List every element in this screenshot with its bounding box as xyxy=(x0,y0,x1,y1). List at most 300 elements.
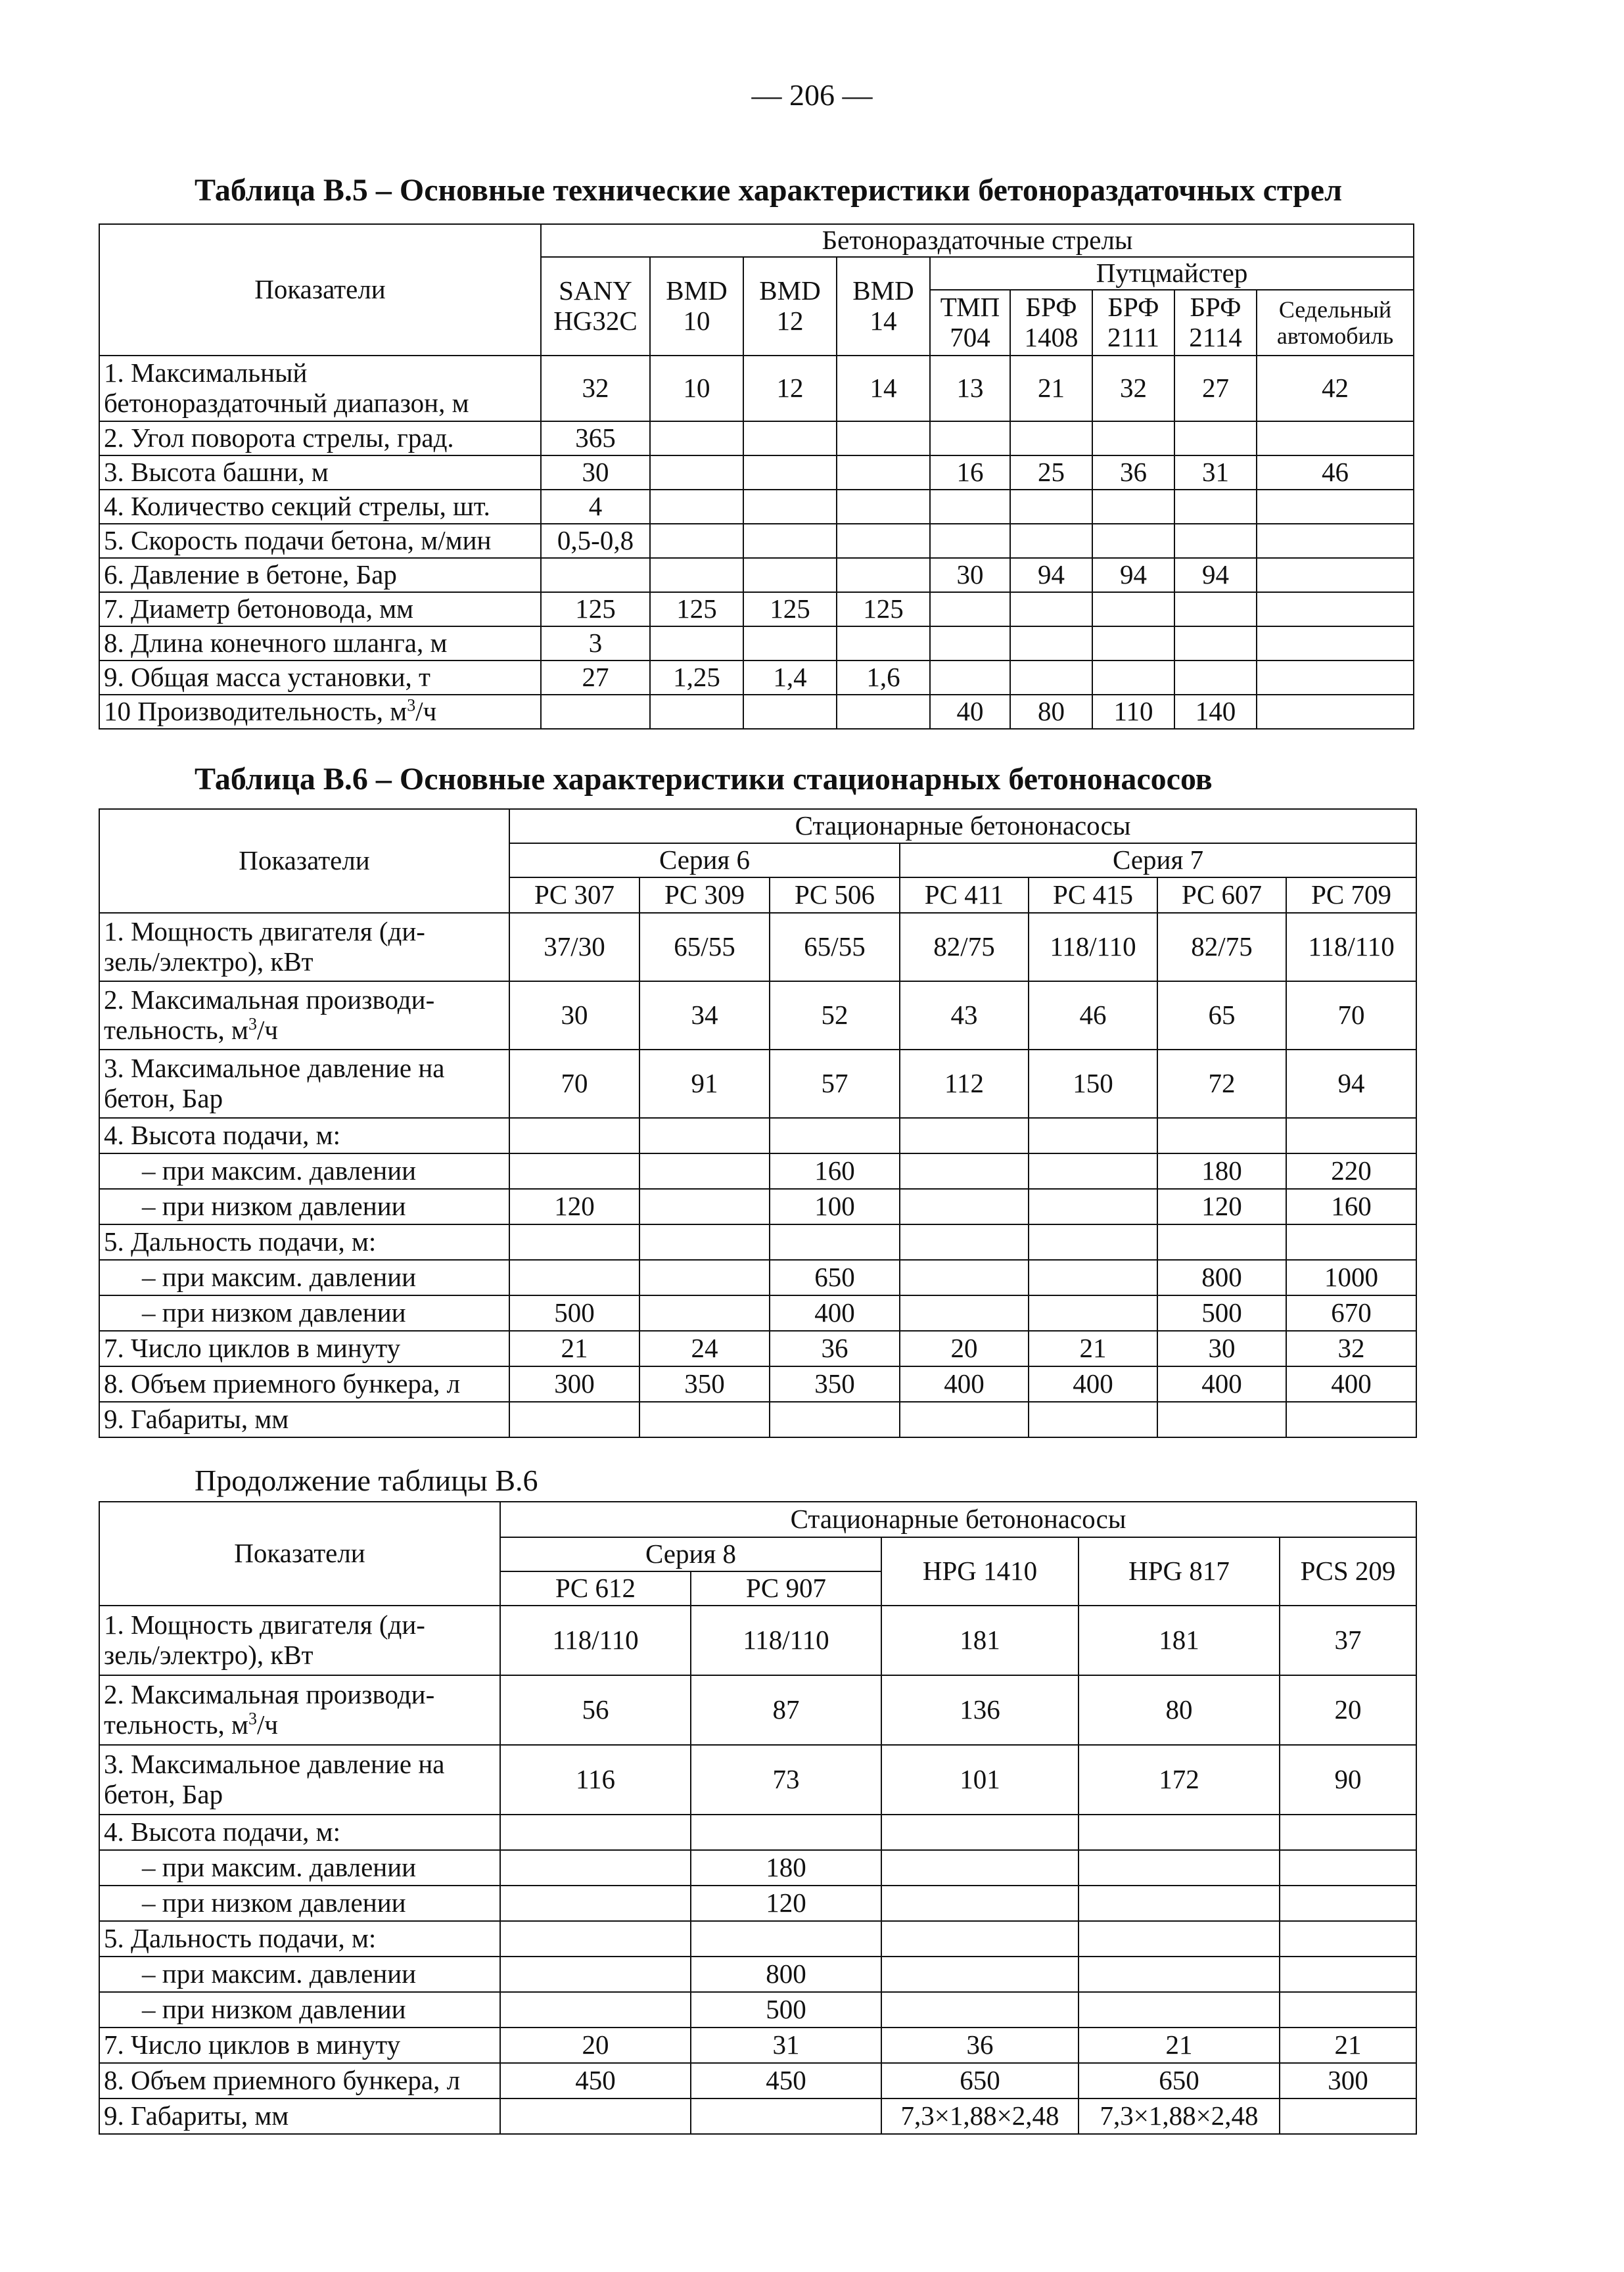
cell-text: 21 xyxy=(1165,2029,1193,2060)
table-b6-caption: Таблица В.6 – Основные характеристики стационарных бетононасосов xyxy=(195,762,1213,797)
row-label-line: 1. Мощность двигателя (ди- xyxy=(104,1610,425,1640)
cell-text: 72 xyxy=(1208,1068,1236,1099)
cell-line: BMD xyxy=(852,275,914,306)
cell-text: 27 xyxy=(1202,373,1229,404)
header-series-8 xyxy=(500,1537,881,1571)
cell-text: 1,6 xyxy=(866,662,900,693)
header-column xyxy=(743,257,837,356)
cell-text: 220 xyxy=(1331,1155,1372,1186)
row-label xyxy=(99,661,541,695)
value-cell xyxy=(509,1224,639,1260)
value-cell xyxy=(743,558,837,592)
cell-text: 800 xyxy=(1201,1262,1242,1293)
row-label-text: – при максим. давлении xyxy=(142,1155,417,1186)
value-cell xyxy=(500,1921,691,1957)
cell-text: 125 xyxy=(770,593,810,624)
value-cell xyxy=(639,1118,770,1153)
value-cell xyxy=(837,524,930,558)
cell-text: 800 xyxy=(766,1959,806,1989)
value-cell xyxy=(1257,592,1414,626)
value-cell xyxy=(1257,524,1414,558)
row-label xyxy=(99,1815,500,1850)
table-row xyxy=(99,455,1414,490)
value-cell xyxy=(930,695,1010,729)
cell-text: Серия 8 xyxy=(645,1539,737,1569)
value-cell xyxy=(900,1260,1029,1295)
value-cell xyxy=(1010,356,1092,421)
cell-text: 46 xyxy=(1322,457,1349,488)
header-model xyxy=(1079,1537,1280,1606)
cell-text: 181 xyxy=(1159,1625,1199,1656)
row-label xyxy=(99,1050,509,1118)
cell-text: 112 xyxy=(944,1068,984,1099)
header-putzmeister xyxy=(930,257,1414,290)
cell-text: 42 xyxy=(1322,373,1349,404)
cell-text: 94 xyxy=(1038,559,1065,590)
value-cell xyxy=(1092,524,1174,558)
cell-text: 172 xyxy=(1159,1764,1199,1795)
table-row xyxy=(99,1295,1416,1331)
value-cell xyxy=(650,455,743,490)
row-label-text: 7. Число циклов в минуту xyxy=(104,2029,401,2060)
value-cell xyxy=(500,1606,691,1675)
value-cell xyxy=(1157,913,1286,981)
table-row xyxy=(99,1886,1416,1921)
value-cell xyxy=(900,1153,1029,1189)
row-label-text: 7. Диаметр бетоновода, мм xyxy=(104,593,414,624)
cell-line: 14 xyxy=(870,306,897,336)
table-row xyxy=(99,1331,1416,1366)
value-cell xyxy=(1010,626,1092,661)
value-cell xyxy=(1286,981,1416,1050)
header-model xyxy=(639,877,770,913)
value-cell xyxy=(1257,558,1414,592)
cell-text: 0,5-0,8 xyxy=(557,525,634,556)
cell-text: 90 xyxy=(1334,1764,1362,1795)
row-label xyxy=(99,490,541,524)
value-cell xyxy=(1029,1295,1157,1331)
value-cell xyxy=(1010,455,1092,490)
row-label-text: 8. Объем приемного бункера, л xyxy=(104,2065,461,2096)
cell-text: 70 xyxy=(561,1068,588,1099)
cell-text: 118/110 xyxy=(552,1625,639,1656)
value-cell xyxy=(837,490,930,524)
value-cell xyxy=(639,1189,770,1224)
table-row xyxy=(99,981,1416,1050)
value-cell xyxy=(1079,1675,1280,1745)
value-cell xyxy=(1257,356,1414,421)
cell-text: 94 xyxy=(1202,559,1229,590)
row-label-line: зель/электро), кВт xyxy=(104,1640,313,1670)
cell-line: BMD xyxy=(666,275,728,306)
row-label xyxy=(99,1992,500,2028)
value-cell xyxy=(770,1050,900,1118)
value-cell xyxy=(1029,1260,1157,1295)
cell-text: 180 xyxy=(766,1852,806,1883)
row-label-text: – при максим. давлении xyxy=(142,1852,417,1883)
value-cell xyxy=(509,1050,639,1118)
value-cell xyxy=(837,661,930,695)
value-cell xyxy=(1010,490,1092,524)
value-cell xyxy=(509,981,639,1050)
cell-text: PC 506 xyxy=(795,879,875,910)
value-cell xyxy=(1174,421,1257,455)
value-cell xyxy=(541,626,650,661)
value-cell xyxy=(837,356,930,421)
value-cell xyxy=(930,421,1010,455)
row-label xyxy=(99,1402,509,1437)
row-label-text: 6. Давление в бетоне, Бар xyxy=(104,559,397,590)
value-cell xyxy=(509,1402,639,1437)
cell-text: 125 xyxy=(575,593,616,624)
value-cell xyxy=(900,1224,1029,1260)
value-cell xyxy=(900,1331,1029,1366)
value-cell xyxy=(1010,661,1092,695)
cell-text: 300 xyxy=(1328,2065,1368,2096)
cell-text: 300 xyxy=(554,1368,595,1399)
value-cell xyxy=(1157,1153,1286,1189)
value-cell xyxy=(1010,524,1092,558)
row-label-text: 10 Производительность, м xyxy=(104,696,407,727)
value-cell xyxy=(1010,592,1092,626)
value-cell xyxy=(1280,2098,1416,2134)
value-cell xyxy=(881,1886,1079,1921)
value-cell xyxy=(1257,421,1414,455)
header-column xyxy=(650,257,743,356)
value-cell xyxy=(930,524,1010,558)
value-cell xyxy=(1174,455,1257,490)
value-cell xyxy=(1092,455,1174,490)
row-label xyxy=(99,1260,509,1295)
row-label xyxy=(99,421,541,455)
cell-line: ТМП xyxy=(940,292,1000,323)
table-row xyxy=(99,356,1414,421)
value-cell xyxy=(837,421,930,455)
table-b6 xyxy=(99,808,1417,1438)
value-cell xyxy=(650,558,743,592)
value-cell xyxy=(500,2063,691,2098)
cell-text: 650 xyxy=(1159,2065,1199,2096)
row-label-text: 5. Скорость подачи бетона, м/мин xyxy=(104,525,492,556)
value-cell xyxy=(509,1189,639,1224)
row-label xyxy=(99,1224,509,1260)
value-cell xyxy=(743,524,837,558)
cell-line: 704 xyxy=(950,322,990,352)
cell-text: 1,25 xyxy=(673,662,720,693)
value-cell xyxy=(1157,1402,1286,1437)
value-cell xyxy=(509,1331,639,1366)
value-cell xyxy=(900,1402,1029,1437)
table-row xyxy=(99,1189,1416,1224)
value-cell xyxy=(1286,1189,1416,1224)
value-cell xyxy=(881,1745,1079,1815)
value-cell xyxy=(1157,1331,1286,1366)
cell-text: 30 xyxy=(582,457,609,488)
cell-line: 10 xyxy=(683,306,710,336)
cell-line: BMD xyxy=(759,275,821,306)
value-cell xyxy=(500,1745,691,1815)
value-cell xyxy=(770,1366,900,1402)
table-row xyxy=(99,1224,1416,1260)
value-cell xyxy=(1280,1921,1416,1957)
row-label-text: 1. Максимальный бетонораздаточный диапазон, м xyxy=(104,358,469,418)
value-cell xyxy=(1257,455,1414,490)
row-label xyxy=(99,1295,509,1331)
value-cell xyxy=(691,1850,881,1886)
row-label xyxy=(99,1886,500,1921)
cell-text: Стационарные бетононасосы xyxy=(795,810,1131,841)
value-cell xyxy=(650,592,743,626)
value-cell xyxy=(541,592,650,626)
value-cell xyxy=(1092,356,1174,421)
cell-text: 400 xyxy=(1331,1368,1372,1399)
cell-text: 21 xyxy=(561,1333,588,1364)
cell-text: 116 xyxy=(576,1764,615,1795)
value-cell xyxy=(1286,1050,1416,1118)
value-cell xyxy=(1286,1153,1416,1189)
value-cell xyxy=(691,2098,881,2134)
value-cell xyxy=(650,524,743,558)
value-cell xyxy=(1174,661,1257,695)
table-b5 xyxy=(99,223,1414,730)
value-cell xyxy=(881,1921,1079,1957)
value-cell xyxy=(500,2098,691,2134)
header-group xyxy=(509,809,1416,843)
row-label-text: 4. Количество секций стрелы, шт. xyxy=(104,491,490,522)
cell-text: PC 309 xyxy=(664,879,745,910)
cell-text: 1000 xyxy=(1324,1262,1379,1293)
cell-text: 70 xyxy=(1337,1000,1365,1031)
value-cell xyxy=(1010,558,1092,592)
value-cell xyxy=(1174,490,1257,524)
table-row xyxy=(99,1815,1416,1850)
row-label-text: – при низком давлении xyxy=(142,1191,406,1222)
cell-text: PC 415 xyxy=(1053,879,1133,910)
value-cell xyxy=(691,2028,881,2063)
row-label xyxy=(99,913,509,981)
value-cell xyxy=(691,1921,881,1957)
value-cell xyxy=(509,1295,639,1331)
row-label xyxy=(99,2028,500,2063)
cell-text: 118/110 xyxy=(743,1625,829,1656)
value-cell xyxy=(930,626,1010,661)
header-column xyxy=(837,257,930,356)
cell-text: Показатели xyxy=(254,274,386,305)
value-cell xyxy=(691,1606,881,1675)
row-label-text: – при низком давлении xyxy=(142,1297,406,1328)
cell-line: БРФ xyxy=(1190,292,1241,323)
cell-text: 36 xyxy=(966,2029,994,2060)
value-cell xyxy=(639,913,770,981)
cell-text: Серия 6 xyxy=(659,845,751,875)
cell-text: 80 xyxy=(1038,696,1065,727)
value-cell xyxy=(1280,2063,1416,2098)
cell-text: 500 xyxy=(554,1297,595,1328)
value-cell xyxy=(1029,1050,1157,1118)
cell-text: 120 xyxy=(1201,1191,1242,1222)
cell-text: 118/110 xyxy=(1050,931,1136,962)
value-cell xyxy=(1174,695,1257,729)
table-row xyxy=(99,1402,1416,1437)
value-cell xyxy=(639,1402,770,1437)
value-cell xyxy=(509,1366,639,1402)
table-b5-caption: Таблица В.5 – Основные технические характеристики бетонораздаточных стрел xyxy=(195,173,1342,208)
cell-line: Седельный xyxy=(1278,296,1392,323)
value-cell xyxy=(691,1675,881,1745)
value-cell xyxy=(1286,1295,1416,1331)
superscript: 3 xyxy=(248,1709,257,1728)
row-label-line: 2. Максимальная производи- xyxy=(104,985,435,1015)
value-cell xyxy=(509,1118,639,1153)
value-cell xyxy=(1174,592,1257,626)
value-cell xyxy=(881,2028,1079,2063)
header-indicators xyxy=(99,1502,500,1606)
cell-text: 160 xyxy=(1331,1191,1372,1222)
value-cell xyxy=(1010,421,1092,455)
row-label xyxy=(99,1745,500,1815)
header-group xyxy=(500,1502,1416,1537)
superscript: 3 xyxy=(248,1014,257,1034)
cell-text: 40 xyxy=(956,696,984,727)
header-column xyxy=(541,257,650,356)
header-model xyxy=(770,877,900,913)
cell-text: 118/110 xyxy=(1308,931,1395,962)
cell-text: HPG 1410 xyxy=(922,1556,1038,1587)
value-cell xyxy=(1280,1815,1416,1850)
cell-text: 400 xyxy=(944,1368,985,1399)
row-label-line: 3. Максимальное давление на xyxy=(104,1053,445,1084)
value-cell xyxy=(1079,1921,1280,1957)
cell-text: 46 xyxy=(1079,1000,1107,1031)
value-cell xyxy=(541,558,650,592)
value-cell xyxy=(500,1957,691,1992)
table-row xyxy=(99,1957,1416,1992)
row-label xyxy=(99,558,541,592)
row-label xyxy=(99,524,541,558)
table-b6-continued-caption: Продолжение таблицы В.6 xyxy=(195,1464,538,1497)
value-cell xyxy=(1286,1366,1416,1402)
row-label xyxy=(99,1153,509,1189)
cell-text: 82/75 xyxy=(1191,931,1253,962)
value-cell xyxy=(1257,490,1414,524)
header-column xyxy=(1257,290,1414,356)
cell-text: 136 xyxy=(960,1694,1000,1725)
cell-text: PC 612 xyxy=(555,1573,636,1604)
cell-text: 365 xyxy=(575,423,616,453)
row-label-text: – при низком давлении xyxy=(142,1994,406,2025)
row-label-line: тельность, м xyxy=(104,1015,248,1045)
cell-text: 80 xyxy=(1165,1694,1193,1725)
cell-text: 120 xyxy=(766,1888,806,1918)
cell-text: 91 xyxy=(691,1068,718,1099)
cell-text: Стационарные бетононасосы xyxy=(790,1504,1126,1535)
value-cell xyxy=(881,2063,1079,2098)
value-cell xyxy=(930,558,1010,592)
cell-text: 13 xyxy=(956,373,984,404)
value-cell xyxy=(930,356,1010,421)
value-cell xyxy=(1157,1050,1286,1118)
value-cell xyxy=(1079,1886,1280,1921)
table-row xyxy=(99,1675,1416,1745)
table-row xyxy=(99,1921,1416,1957)
cell-text: 16 xyxy=(956,457,984,488)
value-cell xyxy=(1174,558,1257,592)
value-cell xyxy=(881,1606,1079,1675)
value-cell xyxy=(639,1260,770,1295)
value-cell xyxy=(1079,1815,1280,1850)
header-indicators xyxy=(99,809,509,913)
cell-text: PC 709 xyxy=(1311,879,1391,910)
cell-text: 140 xyxy=(1195,696,1236,727)
value-cell xyxy=(770,1260,900,1295)
row-label xyxy=(99,1957,500,1992)
value-cell xyxy=(1092,661,1174,695)
value-cell xyxy=(837,626,930,661)
superscript: 3 xyxy=(407,695,416,715)
row-label xyxy=(99,1675,500,1745)
row-label xyxy=(99,626,541,661)
value-cell xyxy=(541,490,650,524)
value-cell xyxy=(930,490,1010,524)
value-cell xyxy=(770,1402,900,1437)
table-row xyxy=(99,1118,1416,1153)
value-cell xyxy=(1092,626,1174,661)
value-cell xyxy=(770,981,900,1050)
value-cell xyxy=(691,1957,881,1992)
header-model xyxy=(881,1537,1079,1606)
cell-text: 4 xyxy=(588,491,603,522)
value-cell xyxy=(650,421,743,455)
value-cell xyxy=(639,1331,770,1366)
value-cell xyxy=(881,1675,1079,1745)
value-cell xyxy=(1079,1606,1280,1675)
header-model xyxy=(1286,877,1416,913)
value-cell xyxy=(500,1992,691,2028)
value-cell xyxy=(691,1886,881,1921)
value-cell xyxy=(1174,524,1257,558)
cell-text: 82/75 xyxy=(933,931,995,962)
cell-line: 1408 xyxy=(1024,322,1079,352)
cell-text: Бетонораздаточные стрелы xyxy=(822,225,1133,256)
row-label-line: зель/электро), кВт xyxy=(104,946,313,977)
value-cell xyxy=(509,1260,639,1295)
value-cell xyxy=(1092,490,1174,524)
row-label-text: 9. Габариты, мм xyxy=(104,1404,289,1435)
table-row xyxy=(99,558,1414,592)
cell-text: 400 xyxy=(1201,1368,1242,1399)
value-cell xyxy=(1079,2063,1280,2098)
value-cell xyxy=(1286,1224,1416,1260)
cell-text: 56 xyxy=(582,1694,609,1725)
cell-text: 650 xyxy=(960,2065,1000,2096)
value-cell xyxy=(743,592,837,626)
value-cell xyxy=(639,1366,770,1402)
header-group xyxy=(541,224,1414,257)
value-cell xyxy=(770,1118,900,1153)
cell-text: PC 411 xyxy=(924,879,1004,910)
row-label-tail: /ч xyxy=(415,696,437,727)
row-label xyxy=(99,695,541,729)
value-cell xyxy=(837,455,930,490)
header-model xyxy=(500,1571,691,1606)
value-cell xyxy=(1157,1366,1286,1402)
value-cell xyxy=(881,1957,1079,1992)
row-label-text: – при максим. давлении xyxy=(142,1959,417,1989)
row-label-tail: /ч xyxy=(257,1709,279,1740)
value-cell xyxy=(743,695,837,729)
value-cell xyxy=(770,913,900,981)
value-cell xyxy=(1092,558,1174,592)
